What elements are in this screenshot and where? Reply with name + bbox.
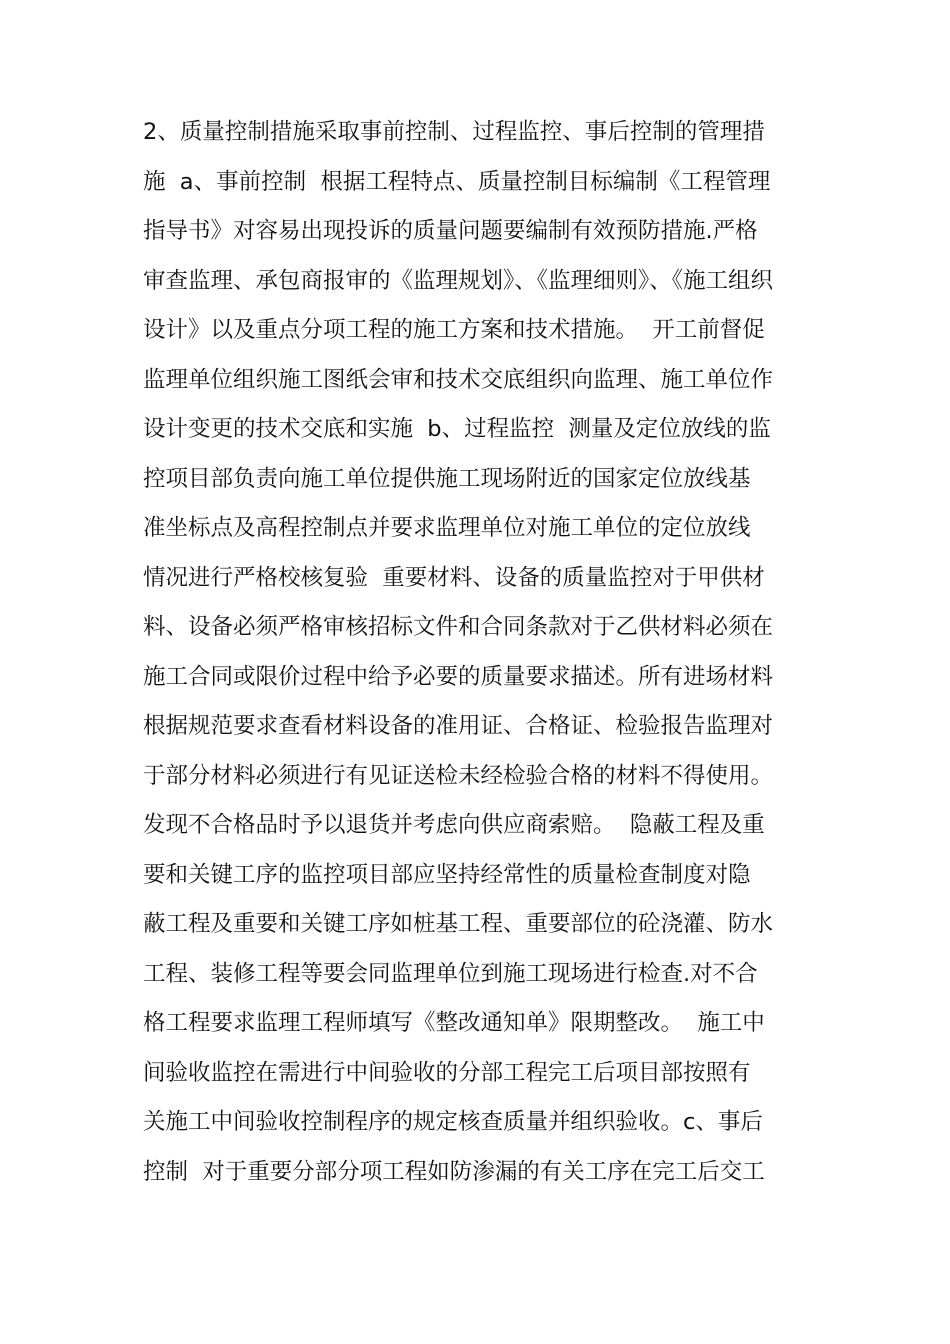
text-line: 根据规范要求查看材料设备的准用证、合格证、检验报告监理对 <box>143 713 774 739</box>
text-line: 准坐标点及高程控制点并要求监理单位对施工单位的定位放线 <box>143 515 751 541</box>
text-line: 要和关键工序的监控项目部应坚持经常性的质量检查制度对隐 <box>143 861 751 888</box>
text-line: 发现不合格品时予以退货并考虑向供应商索赔。 隐蔽工程及重 <box>143 812 765 838</box>
text-line: 于部分材料必须进行有见证送检未经检验合格的材料不得使用。 <box>143 762 774 789</box>
text-line: 关施工中间验收控制程序的规定核查质量并组织验收。c、事后 <box>143 1109 763 1135</box>
text-line: 格工程要求监理工程师填写《整改通知单》限期整改。 施工中 <box>143 1010 765 1036</box>
text-line: 蔽工程及重要和关键工序如桩基工程、重要部位的砼浇灌、防水 <box>143 911 774 937</box>
text-line: 2、质量控制措施采取事前控制、过程监控、事后控制的管理措 <box>143 119 765 145</box>
text-line: 监理单位组织施工图纸会审和技术交底组织向监理、施工单位作 <box>143 366 774 393</box>
text-line: 施工合同或限价过程中给予必要的质量要求描述。所有进场材料 <box>143 663 774 690</box>
text-line: 设计变更的技术交底和实施 b、过程监控 测量及定位放线的监 <box>143 416 771 442</box>
text-line: 工程、装修工程等要会同监理单位到施工现场进行检查.对不合 <box>143 960 758 987</box>
text-line: 料、设备必须严格审核招标文件和合同条款对于乙供材料必须在 <box>143 614 774 640</box>
text-line: 间验收监控在需进行中间验收的分部工程完工后项目部按照有 <box>143 1059 751 1086</box>
text-line: 设计》以及重点分项工程的施工方案和技术措施。 开工前督促 <box>143 317 765 343</box>
text-line: 控项目部负责向施工单位提供施工现场附近的国家定位放线基 <box>143 465 751 492</box>
body-text <box>143 108 823 1197</box>
text-line: 情况进行严格校核复验 重要材料、设备的质量监控对于甲供材 <box>143 564 765 591</box>
text-line: 指导书》对容易出现投诉的质量问题要编制有效预防措施.严格 <box>143 218 758 244</box>
text-line: 控制 对于重要分部分项工程如防渗漏的有关工序在完工后交工 <box>143 1158 765 1185</box>
text-line: 审查监理、承包商报审的《监理规划》、《监理细则》、《施工组织 <box>143 267 774 294</box>
text-line: 施 a、事前控制 根据工程特点、质量控制目标编制《工程管理 <box>143 168 771 195</box>
